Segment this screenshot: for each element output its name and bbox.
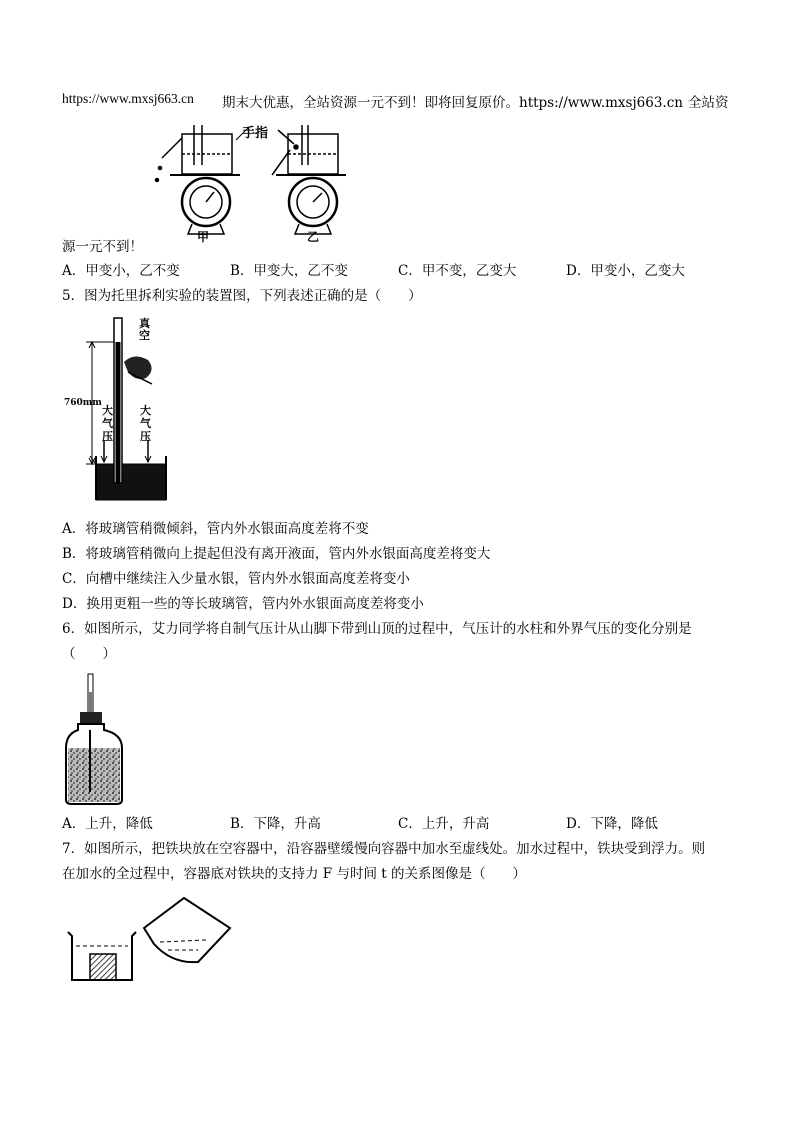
q5-option-a[interactable]: A．将玻璃管稍微倾斜，管内外水银面高度差将不变	[62, 521, 369, 537]
q4-option-b[interactable]: B．甲变大，乙不变	[230, 263, 348, 279]
q6-option-c[interactable]: C．上升，升高	[398, 816, 490, 832]
q7-stem-line1: 7．如图所示，把铁块放在空容器中，沿容器壁缓慢向容器中加水至虚线处。加水过程中，铁块受到浮力。则	[62, 841, 706, 857]
atm-label-left: 大气压	[102, 404, 113, 443]
q5-option-c[interactable]: C．向槽中继续注入少量水银，管内外水银面高度差将变小	[62, 571, 410, 587]
q6-option-d[interactable]: D．下降，降低	[566, 816, 658, 832]
q6-stem-line1: 6．如图所示，艾力同学将自制气压计从山脚下带到山顶的过程中，气压计的水柱和外界气压的变化分别是	[62, 621, 692, 637]
header-promo: 期末大优惠，全站资源一元不到！即将回复原价。https://www.mxsj663.cn	[222, 95, 683, 111]
label-jia: 甲	[197, 230, 210, 244]
q6-stem-line2: （ ）	[62, 646, 116, 662]
q4-option-c[interactable]: C．甲不变，乙变大	[398, 263, 517, 279]
finger-label: 手指	[242, 126, 269, 141]
scale-jia	[156, 125, 241, 234]
q4-option-d[interactable]: D．甲变小，乙变大	[566, 263, 685, 279]
atm-label-right: 大气压	[140, 404, 151, 443]
barometer-bottle-figure	[64, 672, 128, 807]
header-continuation: 源一元不到！	[62, 239, 143, 255]
height-label: 760mm	[64, 398, 102, 408]
q4-option-a[interactable]: A．甲变小，乙不变	[62, 263, 180, 279]
vacuum-label: 真空	[139, 317, 150, 342]
header-tail: 全站资	[688, 95, 729, 111]
q7-stem-line2: 在加水的全过程中，容器底对铁块的支持力 F 与时间 t 的关系图像是（ ）	[62, 866, 526, 882]
q5-option-b[interactable]: B．将玻璃管稍微向上提起但没有离开液面，管内外水银面高度差将变大	[62, 546, 491, 562]
q5-option-d[interactable]: D．换用更粗一些的等长玻璃管，管内外水银面高度差将变小	[62, 596, 424, 612]
q6-option-b[interactable]: B．下降，升高	[230, 816, 321, 832]
label-yi: 乙	[307, 230, 320, 244]
q5-stem: 5．图为托里拆利实验的装置图，下列表述正确的是（ ）	[62, 288, 422, 304]
header-url[interactable]: https://www.mxsj663.cn	[62, 91, 194, 106]
iron-block-figure	[64, 890, 234, 985]
q6-option-a[interactable]: A．上升，降低	[62, 816, 153, 832]
scale-yi	[272, 125, 346, 234]
